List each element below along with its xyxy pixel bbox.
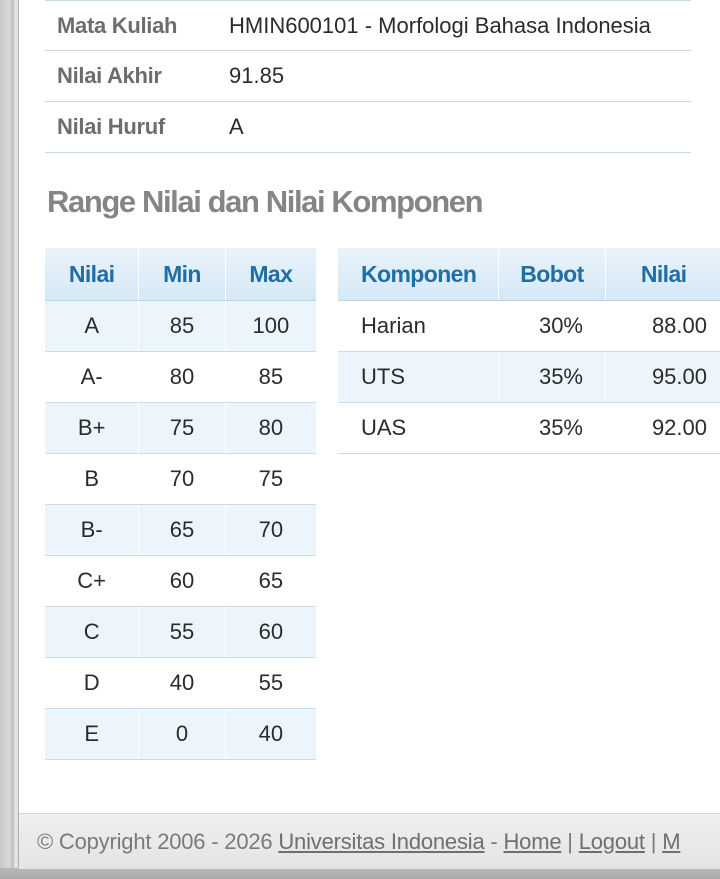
cell-weight: 35% — [499, 403, 606, 453]
cell-grade: B- — [45, 505, 139, 555]
info-value: A — [229, 114, 244, 139]
table-row — [45, 658, 316, 709]
cell-max: 40 — [258, 721, 284, 746]
footer-separator: | — [650, 828, 657, 854]
grade-range-table — [45, 248, 316, 760]
cell-max: 60 — [258, 619, 284, 644]
cell-max: 70 — [258, 517, 284, 542]
table-row — [338, 301, 720, 352]
copyright-text: © Copyright 2006 - 2026 — [37, 828, 273, 854]
table-row — [45, 301, 316, 352]
cell-min: 55 — [139, 607, 225, 657]
table-row — [45, 607, 316, 658]
info-label: Mata Kuliah — [57, 12, 178, 38]
table-row — [45, 454, 316, 505]
cell-min: 40 — [139, 658, 225, 708]
cell-weight: 30% — [499, 301, 606, 351]
table-header — [338, 248, 720, 301]
table-row — [45, 505, 316, 556]
course-info-table — [45, 0, 691, 153]
table-row — [45, 556, 316, 607]
cell-min: 0 — [139, 709, 225, 759]
cell-grade: B+ — [45, 403, 139, 453]
footer-text — [19, 829, 680, 855]
info-row-final-score — [45, 51, 691, 102]
cell-max: 65 — [258, 568, 284, 593]
info-row-letter-grade — [45, 102, 691, 153]
info-value: 91.85 — [229, 63, 285, 88]
table-row — [338, 403, 720, 454]
cell-min: 65 — [139, 505, 225, 555]
table-header — [45, 248, 316, 301]
page-content — [18, 0, 720, 868]
header-min: Min — [139, 248, 225, 300]
cell-score: 95.00 — [651, 364, 707, 389]
header-bobot: Bobot — [499, 248, 607, 300]
cell-grade: C — [45, 607, 139, 657]
component-score-table — [338, 248, 720, 454]
cell-grade: A — [45, 301, 139, 351]
cell-min: 60 — [139, 556, 225, 606]
cell-min: 80 — [139, 352, 225, 402]
truncated-link[interactable]: M — [662, 828, 681, 854]
cell-score: 92.00 — [651, 415, 707, 440]
cell-max: 75 — [258, 466, 284, 491]
cell-max: 100 — [252, 313, 290, 338]
cell-max: 55 — [258, 670, 284, 695]
cell-max: 85 — [258, 364, 284, 389]
info-row-course — [45, 0, 691, 51]
cell-component: UAS — [338, 403, 499, 453]
cell-grade: D — [45, 658, 139, 708]
window-bottom-border — [0, 868, 720, 879]
table-row — [45, 709, 316, 760]
table-row — [45, 352, 316, 403]
info-label: Nilai Akhir — [57, 63, 162, 88]
table-row — [338, 352, 720, 403]
cell-component: Harian — [338, 301, 499, 351]
cell-weight: 35% — [499, 352, 606, 402]
header-komponen: Komponen — [338, 248, 499, 300]
info-label: Nilai Huruf — [57, 114, 165, 139]
footer-separator: | — [567, 828, 573, 854]
home-link[interactable]: Home — [503, 828, 562, 854]
cell-min: 85 — [139, 301, 225, 351]
cell-grade: E — [45, 709, 139, 759]
cell-score: 88.00 — [651, 313, 707, 338]
info-value: HMIN600101 - Morfologi Bahasa Indonesia — [229, 12, 651, 38]
page-footer — [19, 813, 720, 869]
cell-component: UTS — [338, 352, 499, 402]
header-max: Max — [249, 260, 293, 287]
cell-min: 75 — [139, 403, 225, 453]
section-title: Range Nilai dan Nilai Komponen — [47, 184, 483, 219]
footer-dash: - — [490, 828, 498, 854]
window-left-border — [0, 0, 14, 879]
cell-max: 80 — [258, 415, 284, 440]
logout-link[interactable]: Logout — [578, 828, 645, 854]
cell-grade: A- — [45, 352, 139, 402]
university-link[interactable]: Universitas Indonesia — [278, 828, 485, 854]
cell-grade: B — [45, 454, 139, 504]
cell-grade: C+ — [45, 556, 139, 606]
header-nilai: Nilai — [45, 248, 139, 300]
cell-min: 70 — [139, 454, 225, 504]
table-row — [45, 403, 316, 454]
header-nilai: Nilai — [640, 260, 687, 287]
